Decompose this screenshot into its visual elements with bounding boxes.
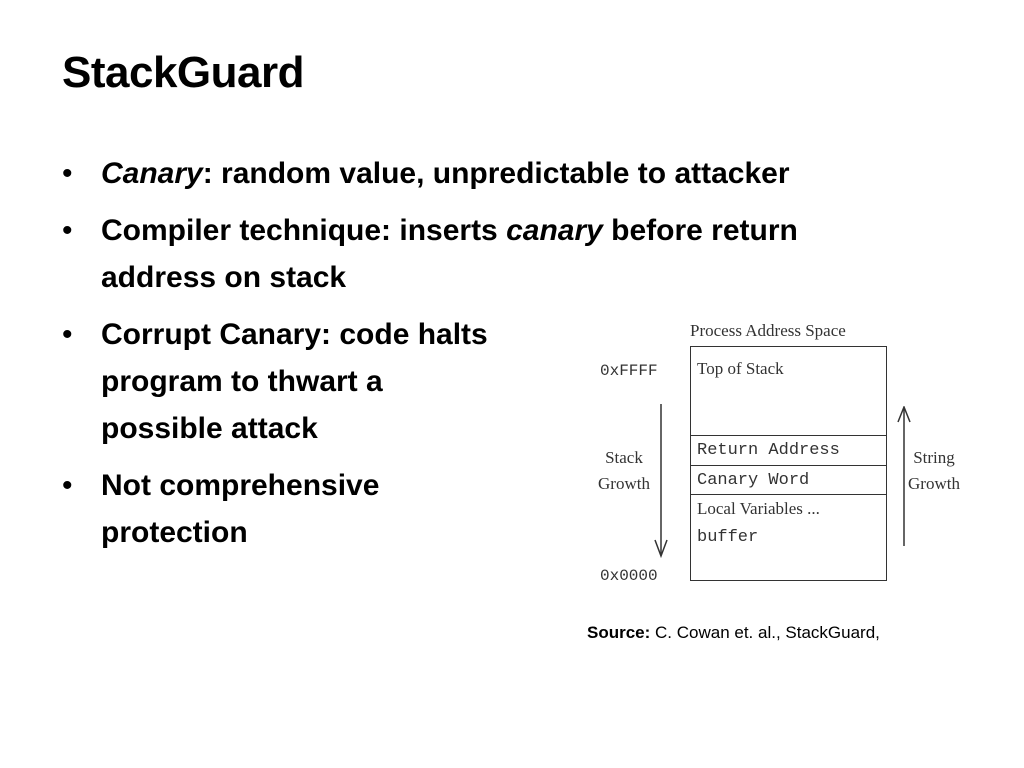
- bullet-not-comprehensive: [62, 462, 571, 556]
- bullet-dot: •: [62, 318, 73, 351]
- bullet-emphasis: Canary: [101, 157, 203, 190]
- row-return-address: Return Address: [691, 435, 886, 465]
- bullet-dot: •: [62, 214, 73, 247]
- bullet-line: possible attack: [101, 412, 318, 445]
- bullet-compiler: [62, 207, 932, 301]
- source-label: Source:: [587, 623, 651, 642]
- bullet-emphasis: canary: [506, 214, 603, 247]
- bullet-line: program to thwart a: [101, 365, 383, 398]
- source-text: C. Cowan et. al., StackGuard,: [650, 623, 880, 642]
- row-buffer: buffer: [697, 528, 759, 547]
- row-canary-word: Canary Word: [691, 465, 886, 494]
- diagram-caption: Process Address Space: [690, 321, 846, 340]
- row-local-variables: Local Variables ...: [691, 494, 886, 519]
- stack-growth-label: Stack Growth: [598, 448, 650, 493]
- string-growth-label: String Growth: [908, 448, 960, 493]
- arrow-up-icon: [897, 406, 911, 548]
- address-high: 0xFFFF: [600, 362, 658, 380]
- slide-title: StackGuard: [62, 48, 304, 97]
- bullet-text: before return: [602, 214, 798, 247]
- bullet-line: Corrupt Canary: code halts: [101, 318, 488, 351]
- arrow-down-icon: [654, 404, 668, 564]
- bullet-line: protection: [101, 516, 248, 549]
- bullet-dot: •: [62, 469, 73, 502]
- bullet-text-line2: address on stack: [101, 261, 347, 294]
- source-citation: [587, 623, 880, 643]
- address-space-box: [690, 346, 887, 581]
- bullet-canary: [62, 150, 932, 197]
- bullet-corrupt: [62, 311, 571, 452]
- bullet-line: Not comprehensive: [101, 469, 380, 502]
- bullet-text: : random value, unpredictable to attacker: [202, 157, 790, 190]
- row-top-of-stack: Top of Stack: [697, 359, 784, 378]
- bullet-dot: •: [62, 157, 73, 190]
- bullet-text: Compiler technique: inserts: [101, 214, 507, 247]
- address-low: 0x0000: [600, 567, 658, 585]
- stack-diagram: [590, 318, 990, 593]
